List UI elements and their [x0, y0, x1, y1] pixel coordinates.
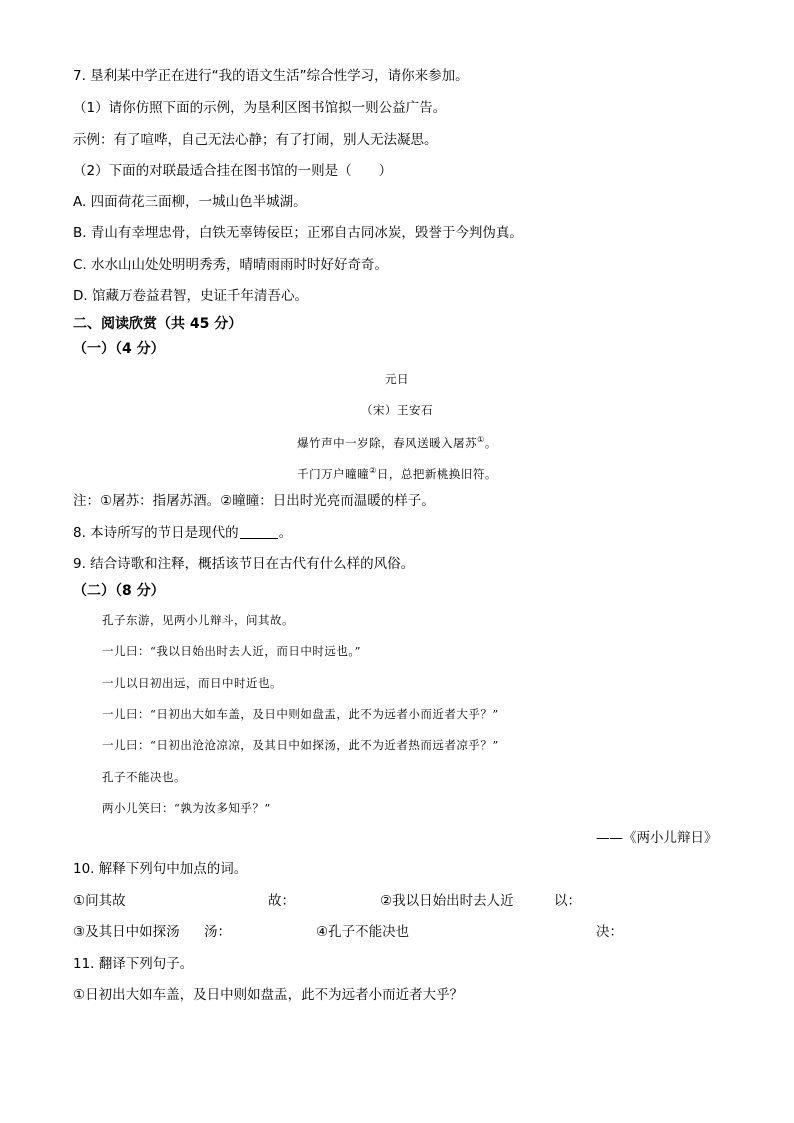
passage-line: 两小儿笑曰：“孰为汝多知乎？” [102, 801, 271, 815]
poem-line-1-end: 。 [484, 435, 497, 450]
option-d: D. 馆藏万卷益君智，史证千年清吾心。 [73, 288, 308, 304]
option-c: C. 水水山山处处明明秀秀，晴晴雨雨时时好好奇奇。 [73, 257, 389, 273]
q8-answer-blank[interactable] [240, 524, 278, 539]
q8-end: 。 [278, 525, 293, 541]
passage-line: 孔子东游，见两小儿辩斗，问其故。 [102, 613, 294, 627]
q10-item-4: ④孔子不能决也 [316, 924, 410, 940]
q7-example: 示例：有了喧哗，自己无法心静；有了打闹，别人无法凝思。 [73, 132, 438, 148]
poem-line-1 [0, 430, 794, 453]
poem-author: （宋）王安石 [361, 403, 433, 417]
part2-heading: （二）（8 分） [73, 583, 165, 599]
q9: 9. 结合诗歌和注释，概括该节日在古代有什么样的风俗。 [73, 556, 415, 572]
q10: 10. 解释下列句中加点的词。 [73, 861, 248, 877]
passage-line: 一儿曰：“我以日始出时去人近，而日中时远也。” [102, 644, 362, 658]
poem-note: 注：①屠苏：指屠苏酒。②曈曈：日出时光亮而温暖的样子。 [73, 493, 435, 509]
q7-sub1: （1）请你仿照下面的示例，为垦利区图书馆拟一则公益广告。 [73, 100, 447, 116]
part1-heading: （一）（4 分） [73, 341, 165, 357]
q10-item-1-label: 故： [268, 893, 295, 909]
q8-text: 8. 本诗所写的节日是现代的 [73, 525, 239, 541]
note-mark-1: ① [477, 435, 485, 444]
passage-line: 一儿以日初出远，而日中时近也。 [102, 676, 282, 690]
q10-item-4-label: 决： [596, 924, 623, 940]
q10-item-3-label: 汤： [204, 924, 231, 940]
section2-heading: 二、阅读欣赏（共 45 分） [73, 316, 243, 332]
q8 [73, 523, 292, 543]
poem-line-2-end: 日，总把新桃换旧符。 [376, 466, 497, 481]
poem-line-2 [0, 461, 794, 484]
poem-line-2-text: 千门万户曈曈 [297, 466, 370, 481]
passage-line: 孔子不能决也。 [102, 770, 186, 784]
note-mark-2: ② [369, 466, 377, 475]
q10-item-2-label: 以： [554, 893, 581, 909]
q7-stem: 7. 垦利某中学正在进行“我的语文生活”综合性学习，请你来参加。 [73, 68, 469, 84]
q11: 11. 翻译下列句子。 [73, 956, 194, 972]
poem-title: 元日 [385, 372, 409, 386]
q10-item-1: ①问其故 [73, 893, 126, 909]
passage-line: 一儿曰：“日初出沧沧凉凉，及其日中如探汤，此不为近者热而远者凉乎？” [102, 738, 499, 752]
passage-line: 一儿曰：“日初出大如车盖，及日中则如盘盂，此不为远者小而近者大乎？” [102, 707, 499, 721]
option-b: B. 青山有幸埋忠骨，白铁无辜铸佞臣；正邪自古同冰炭，毁誉于今判伪真。 [73, 225, 523, 241]
q11-item-1: ①日初出大如车盖，及日中则如盘盂，此不为远者小而近者大乎？ [73, 987, 464, 1003]
q7-sub2: （2）下面的对联最适合挂在图书馆的一则是（ ） [73, 163, 393, 179]
option-a: A. 四面荷花三面柳，一城山色半城湖。 [73, 194, 307, 210]
passage-source: ——《两小儿辩日》 [596, 830, 718, 846]
poem-line-1-text: 爆竹声中一岁除，春风送暖入屠苏 [297, 435, 478, 450]
q10-item-2: ②我以日始出时去人近 [380, 893, 514, 909]
q10-item-3: ③及其日中如探汤 [73, 924, 180, 940]
